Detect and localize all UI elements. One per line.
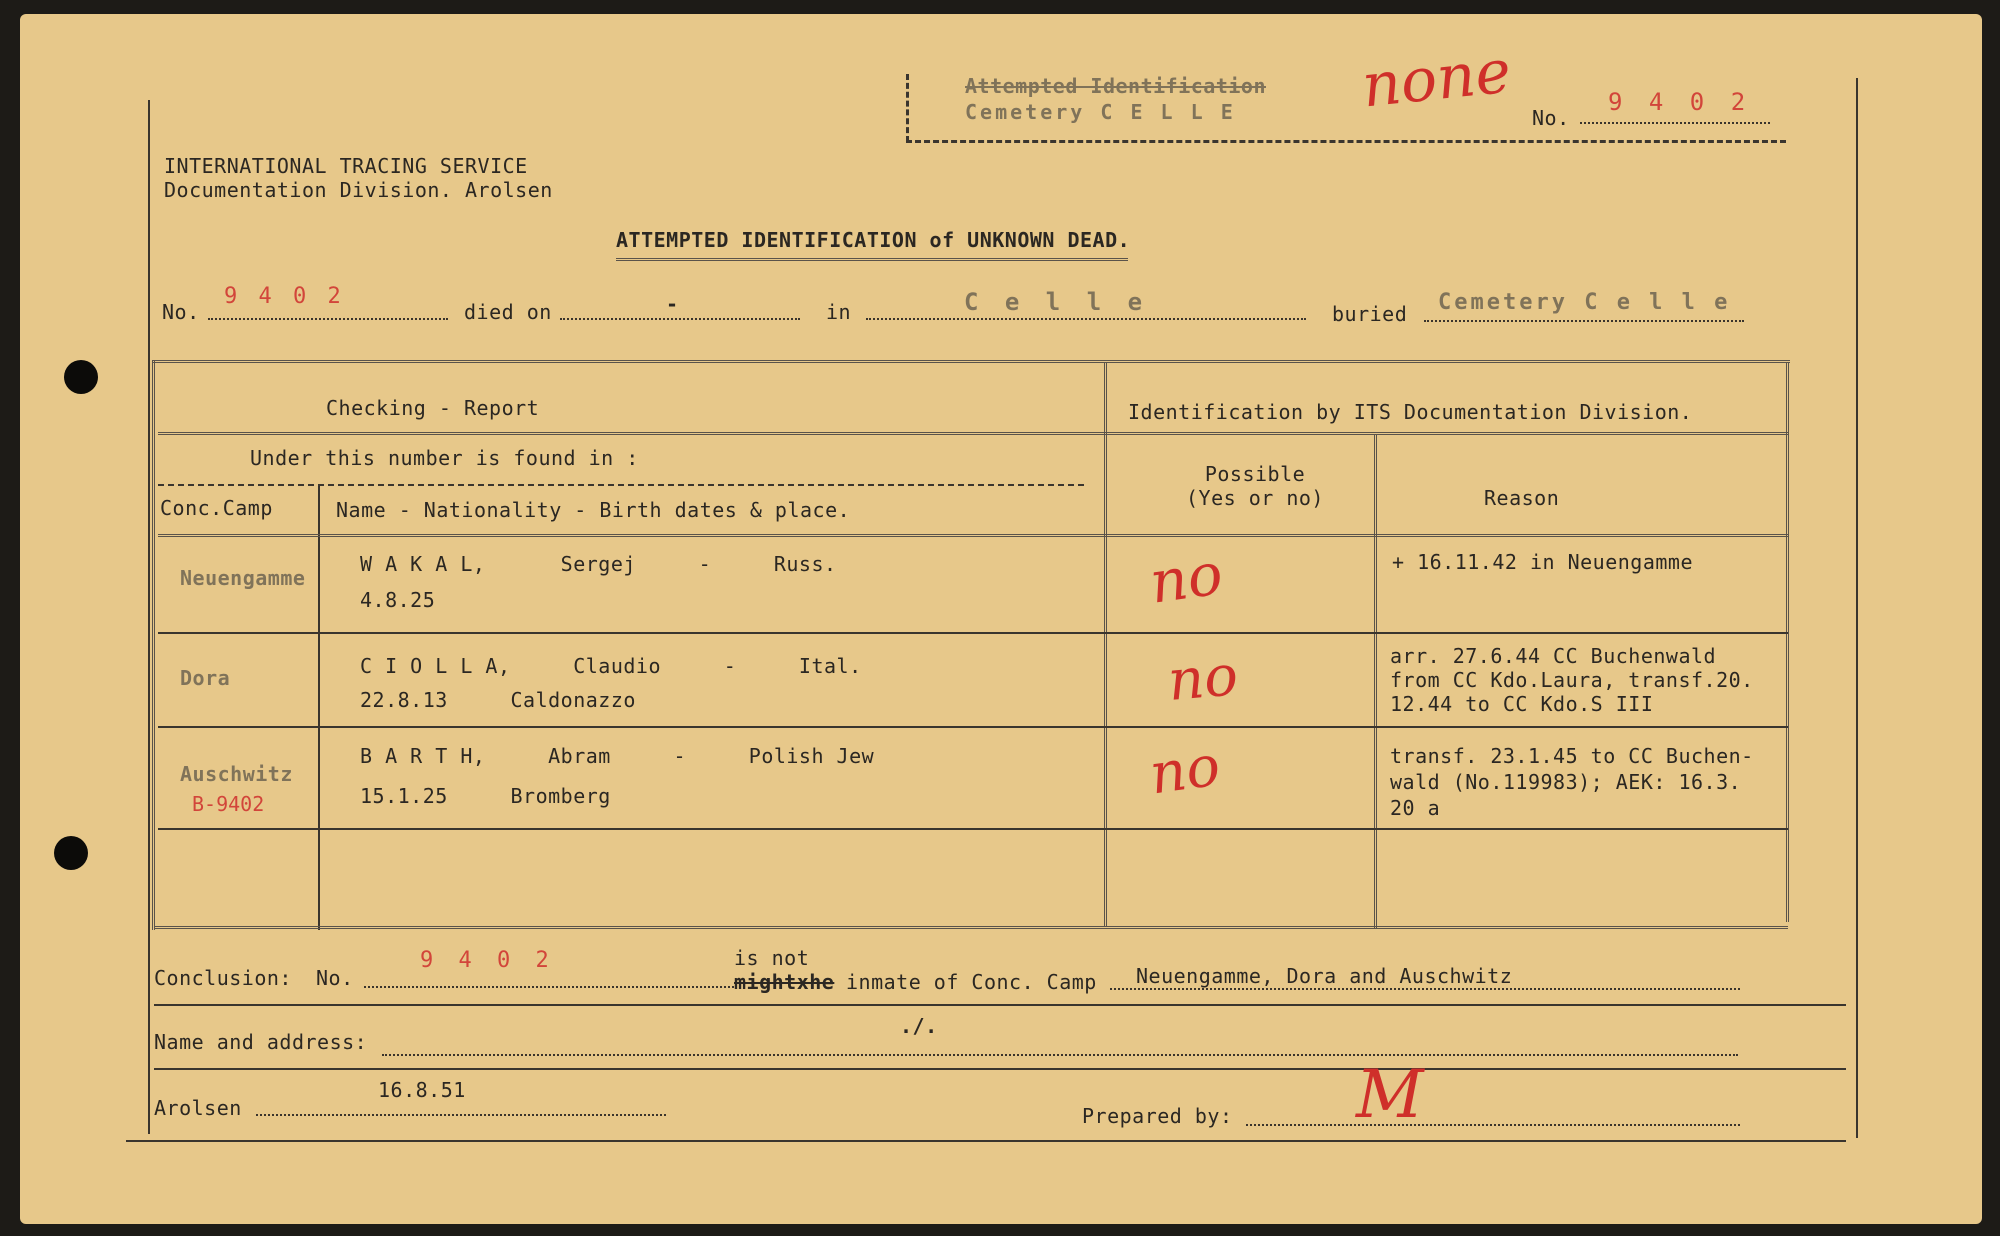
row3-name: B A R T H, Abram - Polish Jew xyxy=(360,744,875,768)
header-divider xyxy=(158,432,1788,435)
buried-dots xyxy=(1424,320,1744,322)
row1-name: W A K A L, Sergej - Russ. xyxy=(360,552,837,576)
prepared-by-label: Prepared by: xyxy=(1082,1104,1233,1128)
buried-value: Cemetery C e l l e xyxy=(1438,290,1731,315)
conclusion-label: Conclusion: xyxy=(154,966,292,990)
table-bottom-border xyxy=(154,926,1788,929)
row2-reason-2: from CC Kdo.Laura, transf.20. xyxy=(1390,668,1754,692)
conclusion-camps: Neuengamme, Dora and Auschwitz xyxy=(1136,964,1513,988)
stamp-line-2: Cemetery C E L L E xyxy=(965,100,1236,124)
row2-name: C I O L L A, Claudio - Ital. xyxy=(360,654,862,678)
prepared-by-dots xyxy=(1246,1124,1740,1126)
top-no-label: No. xyxy=(1532,106,1570,130)
table-right-border xyxy=(1786,362,1789,922)
row1-camp: Neuengamme xyxy=(180,566,306,590)
col-possible-header-2: (Yes or no) xyxy=(1186,486,1324,510)
name-address-dots xyxy=(382,1054,1738,1056)
footer-place: Arolsen xyxy=(154,1096,242,1120)
col-possible-header-1: Possible xyxy=(1204,462,1306,486)
row3-camp-note: B-9402 xyxy=(192,792,265,816)
stamp-line-1: Attempted Identification xyxy=(965,74,1266,98)
punch-hole-bottom xyxy=(54,836,88,870)
row1-divider xyxy=(158,632,1788,634)
form-title: ATTEMPTED IDENTIFICATION of UNKNOWN DEAD. xyxy=(616,228,1131,252)
row3-reason-2: wald (No.119983); AEK: 16.3. xyxy=(1390,770,1742,794)
row3-reason-3: 20 a xyxy=(1390,796,1441,820)
table-subheader: Under this number is found in : xyxy=(250,446,639,470)
footer-date-dots xyxy=(256,1114,666,1116)
in-value: C e l l e xyxy=(964,288,1149,316)
table-divider-main xyxy=(1104,362,1107,926)
col-reason-header: Reason xyxy=(1484,486,1560,510)
subheader-divider xyxy=(158,484,1084,486)
row1-possible: no xyxy=(1145,539,1227,617)
column-header-divider xyxy=(158,534,1788,537)
table-divider-reason xyxy=(1374,434,1377,928)
row3-camp: Auschwitz xyxy=(180,762,293,786)
punch-hole-top xyxy=(64,360,98,394)
record-no-label: No. xyxy=(162,300,200,324)
row2-camp: Dora xyxy=(180,666,231,690)
row1-reason-1: + 16.11.42 in Neuengamme xyxy=(1392,550,1693,574)
stamp-bracket xyxy=(906,74,909,142)
right-border xyxy=(1856,78,1858,1138)
checking-header: Checking - Report xyxy=(326,396,540,420)
title-underline xyxy=(616,258,1128,261)
died-value: - xyxy=(666,292,679,316)
conclusion-inmate-text: inmate of Conc. Camp xyxy=(846,970,1097,994)
record-no-value: 9 4 0 2 xyxy=(224,284,345,309)
name-address-underline xyxy=(154,1068,1846,1070)
table-divider-camp xyxy=(318,484,320,930)
in-label: in xyxy=(826,300,852,324)
top-no-dots xyxy=(1580,122,1770,124)
conclusion-is-not: is not xyxy=(734,946,810,970)
table-left-border xyxy=(152,360,155,930)
row3-birth: 15.1.25 Bromberg xyxy=(360,784,611,808)
row1-birth: 4.8.25 xyxy=(360,588,436,612)
row2-birth: 22.8.13 Caldonazzo xyxy=(360,688,636,712)
org-line-1: INTERNATIONAL TRACING SERVICE xyxy=(164,154,528,178)
row3-possible: no xyxy=(1145,733,1224,808)
row3-divider xyxy=(158,828,1788,830)
row2-possible: no xyxy=(1165,643,1241,714)
bottom-border xyxy=(126,1140,1846,1142)
record-no-dots xyxy=(208,318,448,320)
conclusion-struck: mightxhe xyxy=(734,970,835,994)
died-dots xyxy=(560,318,800,320)
handwritten-none: none xyxy=(1358,36,1515,122)
identification-header: Identification by ITS Documentation Division. xyxy=(1128,400,1693,424)
stamp-underline xyxy=(906,140,1786,143)
conclusion-underline xyxy=(154,1004,1846,1006)
row2-reason-3: 12.44 to CC Kdo.S III xyxy=(1390,692,1654,716)
name-address-label: Name and address: xyxy=(154,1030,368,1054)
conclusion-no-label: No. xyxy=(316,966,354,990)
row2-reason-1: arr. 27.6.44 CC Buchenwald xyxy=(1390,644,1717,668)
died-label: died on xyxy=(464,300,552,324)
row2-divider xyxy=(158,726,1788,728)
top-no-value: 9 4 0 2 xyxy=(1608,88,1752,116)
name-address-value: ./. xyxy=(900,1014,938,1038)
conclusion-camps-dots xyxy=(1110,988,1740,990)
conclusion-no-dots xyxy=(364,986,734,988)
conclusion-no-value: 9 4 0 2 xyxy=(420,948,555,973)
footer-date: 16.8.51 xyxy=(378,1078,466,1102)
col-name-header: Name - Nationality - Birth dates & place. xyxy=(336,498,851,522)
in-dots xyxy=(866,318,1306,320)
prepared-by-signature: M xyxy=(1356,1056,1424,1133)
table-top-border xyxy=(152,360,1790,363)
row3-reason-1: transf. 23.1.45 to CC Buchen- xyxy=(1390,744,1754,768)
org-line-2: Documentation Division. Arolsen xyxy=(164,178,553,202)
col-camp-header: Conc.Camp xyxy=(160,496,273,520)
index-card xyxy=(20,14,1982,1224)
left-border xyxy=(148,100,150,1134)
buried-label: buried xyxy=(1332,302,1408,326)
